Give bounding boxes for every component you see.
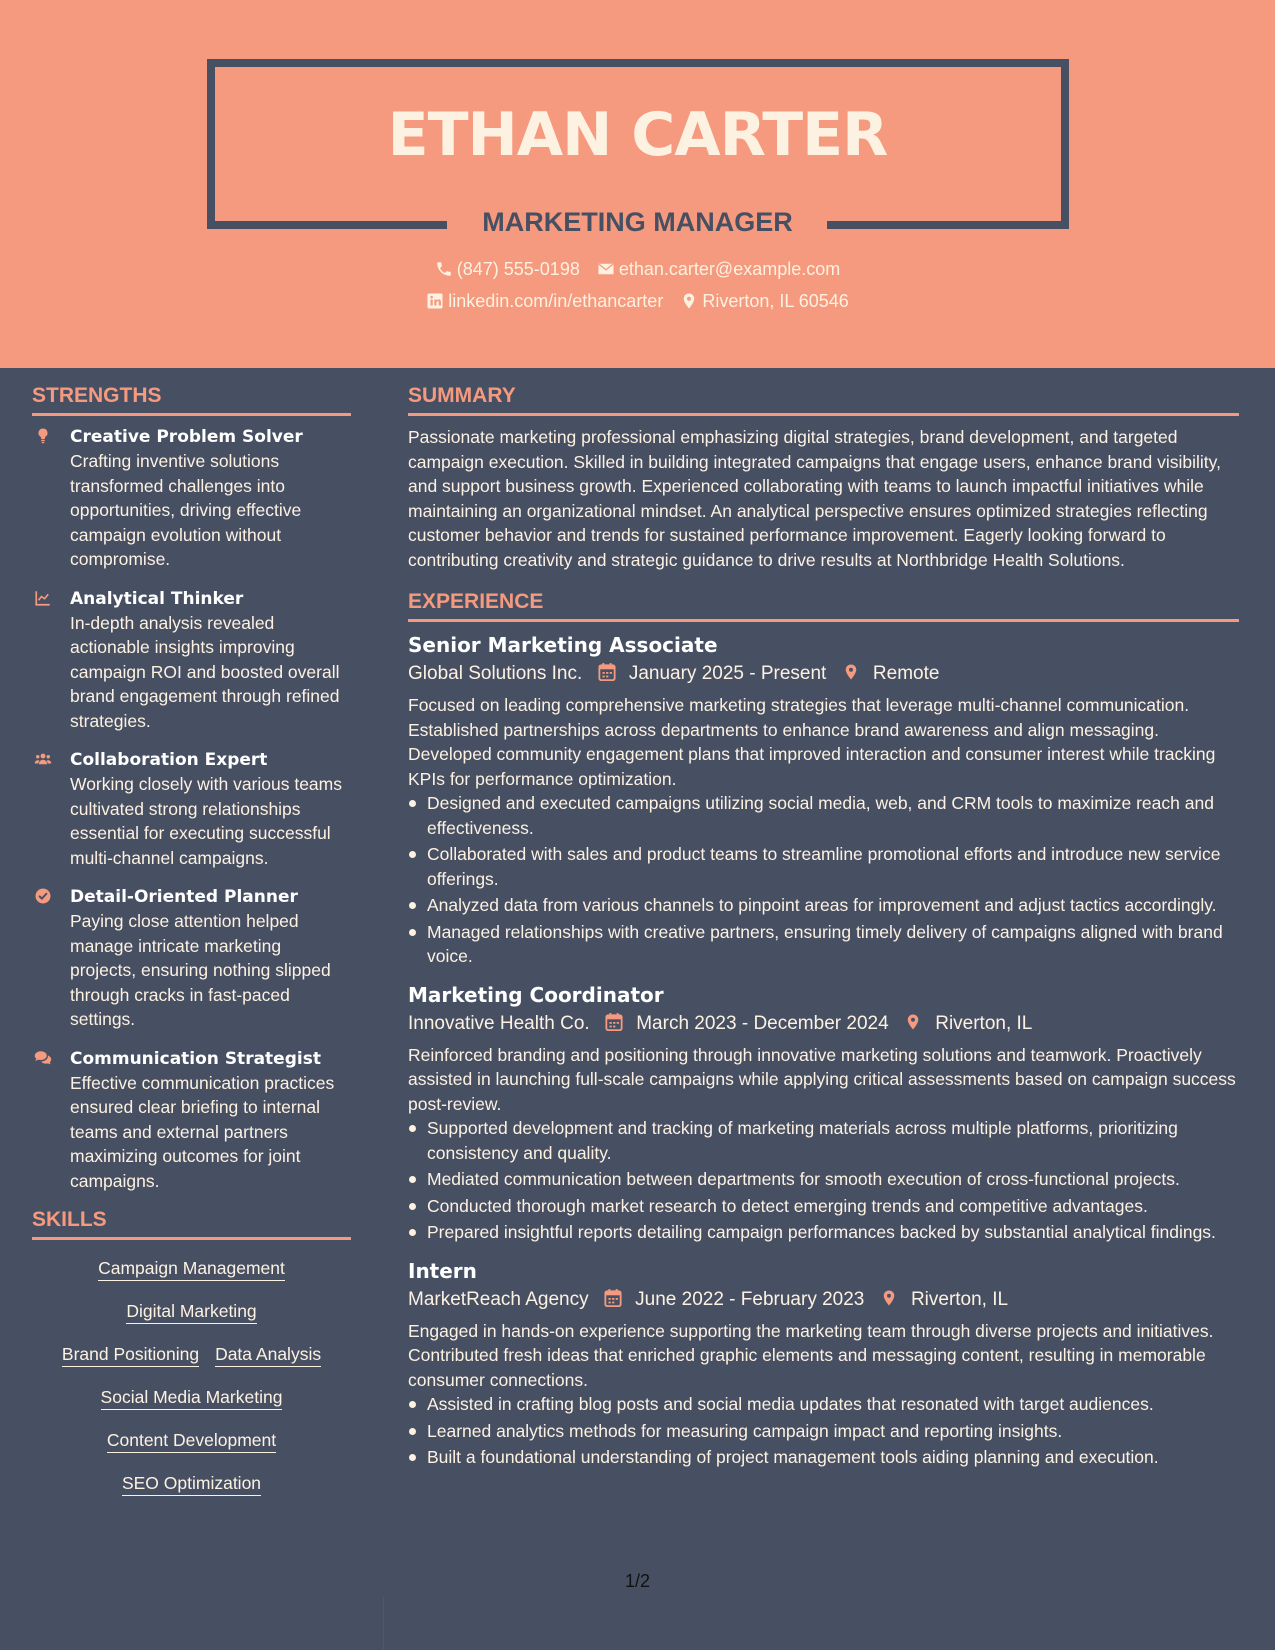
job-bullet: Conducted thorough market research to detect emerging trends and competitive advantages.	[408, 1194, 1239, 1219]
lightbulb-icon	[32, 427, 54, 445]
location-text: Riverton, IL 60546	[702, 291, 849, 311]
job-entry	[408, 981, 1239, 1245]
summary-heading: SUMMARY	[408, 384, 1239, 416]
experience-heading: EXPERIENCE	[408, 590, 1239, 622]
job-dates: January 2025 - Present	[628, 663, 827, 684]
skill-tag: Brand Positioning	[62, 1344, 199, 1367]
column-divider	[383, 1596, 384, 1650]
job-bullets	[408, 1392, 1239, 1470]
linkedin-icon	[426, 292, 444, 310]
skill-tag: SEO Optimization	[122, 1473, 261, 1496]
strength-desc: Paying close attention helped manage intricate marketing projects, ensuring nothing slipped through cracks in fast-paced settings.	[70, 911, 331, 1029]
job-title: Marketing Coordinator	[408, 982, 664, 1007]
contact-email	[597, 259, 840, 280]
job-description: Focused on leading comprehensive marketing strategies that leverage multi-channel communication. Established partnerships across departments to enhance brand awareness and align messaging. Developed community engagement plans that improved interaction and consumer interest while tracking KPIs for performance optimization.	[408, 695, 1216, 789]
linkedin-text: linkedin.com/in/ethancarter	[448, 291, 664, 311]
skill-tag: Social Media Marketing	[101, 1387, 283, 1410]
job-bullet: Mediated communication between departments for smooth execution of cross-functional projects.	[408, 1167, 1239, 1192]
strength-desc: Crafting inventive solutions transformed challenges into opportunities, driving effective campaign evolution without compromise.	[70, 451, 302, 569]
envelope-icon	[597, 260, 615, 278]
job-bullet: Learned analytics methods for measuring campaign impact and reporting insights.	[408, 1419, 1239, 1444]
strength-item	[32, 885, 351, 1032]
job-bullet: Designed and executed campaigns utilizing social media, web, and CRM tools to maximize reach and effectiveness.	[408, 791, 1239, 840]
strength-title: Creative Problem Solver	[70, 427, 303, 447]
job-bullets	[408, 1116, 1239, 1245]
job-bullet: Analyzed data from various channels to pinpoint areas for improvement and adjust tactics accordingly.	[408, 893, 1239, 918]
job-entry	[408, 631, 1239, 969]
strength-title: Collaboration Expert	[70, 750, 268, 770]
job-dates: March 2023 - December 2024	[636, 1012, 889, 1034]
job-role-title: MARKETING MANAGER	[482, 207, 793, 237]
contact-line-1	[0, 259, 1275, 280]
job-dates: June 2022 - February 2023	[635, 1288, 865, 1310]
users-icon	[32, 750, 54, 768]
contact-location	[680, 291, 848, 312]
contact-line-2	[0, 291, 1275, 312]
skill-tag: Digital Marketing	[126, 1301, 256, 1324]
skills-heading: SKILLS	[32, 1208, 351, 1240]
left-column	[32, 384, 351, 1516]
job-bullets	[408, 791, 1239, 969]
job-meta	[408, 1009, 1239, 1039]
map-pin-icon	[680, 292, 698, 310]
strength-title: Communication Strategist	[70, 1048, 321, 1069]
page-number: 1/2	[624, 1571, 651, 1591]
job-location: Riverton, IL	[935, 1012, 1033, 1034]
job-description: Reinforced branding and positioning through innovative marketing solutions and teamwork. Proactively assisted in launching full-scale campaigns while applying critical assessments based on campaign success post-review.	[408, 1044, 1236, 1114]
job-bullet: Built a foundational understanding of project management tools aiding planning and execution.	[408, 1445, 1239, 1470]
calendar-icon	[598, 662, 616, 682]
header-banner	[0, 0, 1275, 368]
contact-linkedin	[426, 291, 663, 312]
job-bullet: Supported development and tracking of marketing materials across multiple platforms, prioritizing consistency and quality.	[408, 1116, 1239, 1165]
phone-icon	[435, 260, 453, 278]
strengths-heading: STRENGTHS	[32, 384, 351, 416]
strength-title: Detail-Oriented Planner	[70, 887, 298, 907]
job-bullet: Prepared insightful reports detailing campaign performances backed by substantial analytical findings.	[408, 1220, 1239, 1245]
job-title: Senior Marketing Associate	[408, 633, 718, 657]
skill-tag: Content Development	[107, 1430, 276, 1453]
skill-tag: Data Analysis	[215, 1344, 321, 1367]
comments-icon	[32, 1049, 54, 1067]
skill-tag: Campaign Management	[98, 1258, 285, 1281]
job-location: Riverton, IL	[910, 1288, 1009, 1310]
calendar-icon	[604, 1288, 622, 1308]
map-pin-icon	[842, 662, 860, 682]
job-location: Remote	[872, 663, 940, 684]
phone-text: (847) 555-0198	[456, 259, 580, 279]
skills-list	[32, 1252, 351, 1496]
strength-item	[32, 587, 351, 734]
job-bullet: Collaborated with sales and product teams to streamline promotional efforts and introduce new service offerings.	[408, 842, 1239, 891]
email-text: ethan.carter@example.com	[618, 259, 841, 279]
job-company: MarketReach Agency	[408, 1288, 589, 1310]
strength-desc: In-depth analysis revealed actionable insights improving campaign ROI and boosted overall brand engagement through refined strategies.	[70, 612, 340, 731]
calendar-icon	[605, 1012, 623, 1032]
job-bullet: Managed relationships with creative partners, ensuring timely delivery of campaigns aligned with brand voice.	[408, 920, 1239, 969]
strength-item	[32, 425, 351, 572]
strength-item	[32, 1047, 351, 1194]
job-description: Engaged in hands-on experience supporting the marketing team through diverse projects and initiatives. Contributed fresh ideas that enriched graphic elements and messaging content, resulting in memorable consumer connections.	[408, 1320, 1214, 1390]
contact-phone	[435, 259, 580, 280]
candidate-name: ETHAN CARTER	[387, 100, 888, 170]
summary-text: Passionate marketing professional emphasizing digital strategies, brand development, and targeted campaign execution. Skilled in building integrated campaigns that engage users, enhance brand visibility, and support business growth. Experienced collaborating with teams to launch impactful initiatives while maintaining an organizational mindset. An analytical perspective ensures optimized strategies reflecting customer behavior and trends for sustained performance improvement. Eagerly looking forward to contributing creativity and strategic guidance to drive results at Northbridge Health Solutions.	[408, 427, 1221, 570]
right-column	[408, 384, 1239, 1482]
strength-desc: Effective communication practices ensured clear briefing to internal teams and external partners maximizing outcomes for joint campaigns.	[70, 1072, 335, 1191]
chart-line-icon	[32, 589, 54, 607]
job-meta	[408, 1285, 1239, 1315]
job-meta	[408, 659, 1239, 689]
check-circle-icon	[32, 887, 54, 905]
map-pin-icon	[904, 1012, 922, 1032]
job-bullet: Assisted in crafting blog posts and social media updates that resonated with target audiences.	[408, 1392, 1239, 1417]
strength-item	[32, 748, 351, 870]
job-entry	[408, 1257, 1239, 1470]
strength-desc: Working closely with various teams cultivated strong relationships essential for executing successful multi-channel campaigns.	[70, 774, 342, 868]
job-company: Global Solutions Inc.	[408, 663, 583, 684]
map-pin-icon	[880, 1288, 898, 1308]
job-company: Innovative Health Co.	[408, 1012, 590, 1034]
job-title: Intern	[408, 1258, 477, 1283]
strength-title: Analytical Thinker	[70, 588, 244, 609]
